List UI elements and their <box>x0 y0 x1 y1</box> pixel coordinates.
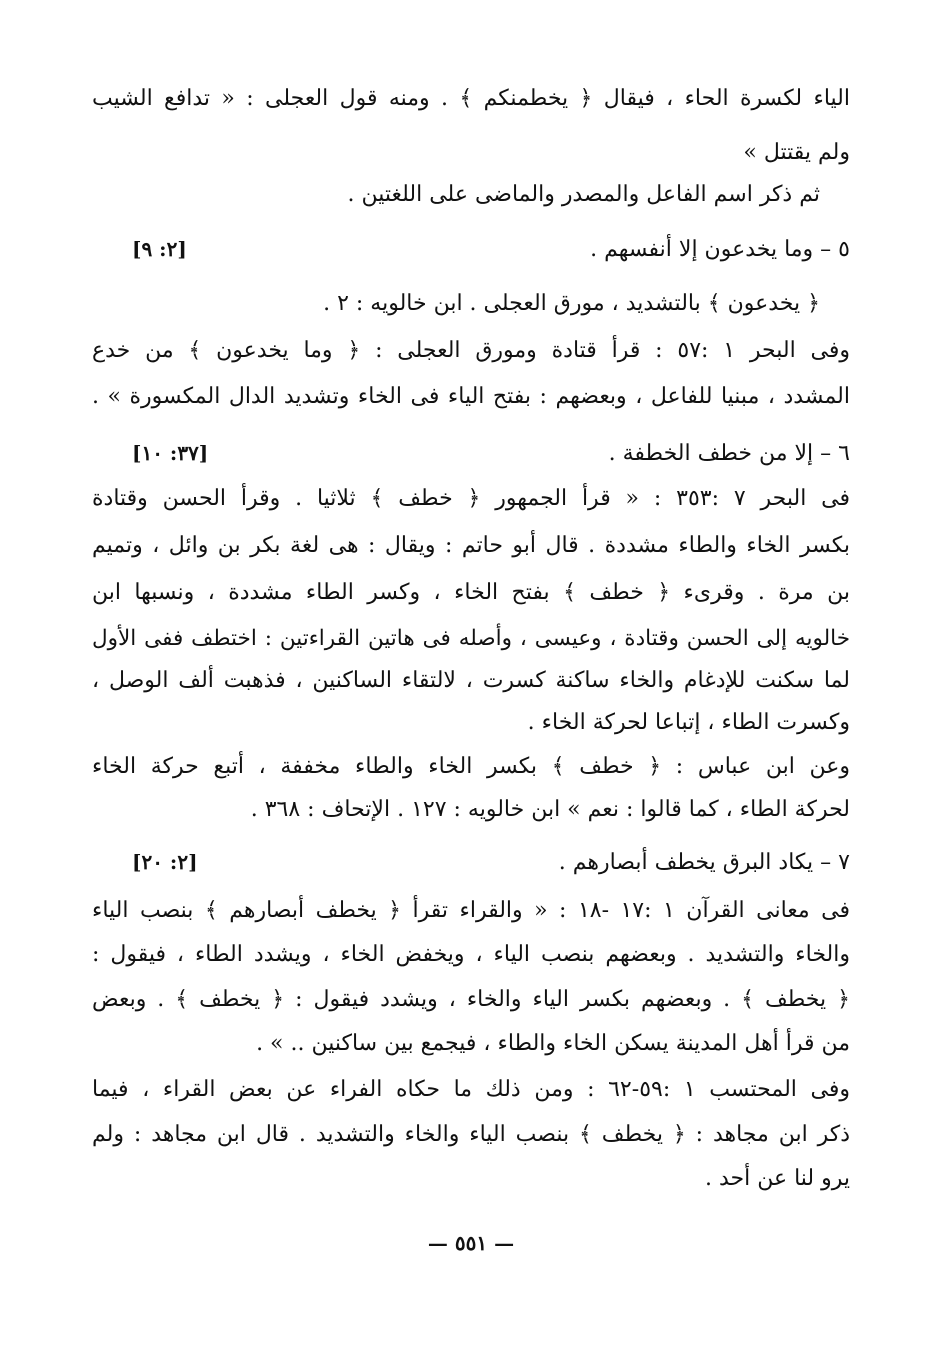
text-line-14: وكسرت الطاء ، إتباعا لحركة الخاء . <box>527 710 850 735</box>
page-number: — ٥٥١ — <box>427 1231 515 1255</box>
text-line-11: بن مرة . وقرىء ﴿ خطف ﴾ بفتح الخاء ، وكسر الطاء مشددة ، ونسبها ابن <box>92 580 850 605</box>
text-line-21: من قرأ أهل المدينة يسكن الخاء والطاء ، فيجمع بين ساكنين .. » . <box>256 1031 850 1056</box>
text-line-7: المشدد ، مبنيا للفاعل ، وبعضهم : بفتح الياء فى الخاء وتشديد الدال المكسورة » . <box>92 384 850 409</box>
text-line-20: ﴿ يخطف ﴾ . وبعضهم بكسر الياء والخاء ، ويشدد فيقول : ﴿ يخطف ﴾ . وبعض <box>92 987 850 1012</box>
text-line-9: فى البحر ٧ :٣٥٣ : « قرأ الجمهور ﴿ خطف ﴾ ثلاثيا . وقرأ الحسن وقتادة <box>92 486 851 511</box>
text-line-22: وفى المحتسب ١ :٥٩-٦٢ : ومن ذلك ما حكاه الفراء عن بعض القراء ، فيما <box>92 1077 850 1102</box>
verse-heading-7: ٧ – يكاد البرق يخطف أبصارهم . <box>558 850 850 875</box>
text-line-10: بكسر الخاء والطاء مشددة . قال أبو حاتم : ويقال : هى لغة بكر بن وائل ، وتميم <box>92 533 850 558</box>
verse-reference-7: [٢: ٢٠] <box>132 850 198 874</box>
text-line-2: ولم يقتتل » <box>743 140 850 165</box>
text-line-6: وفى البحر ١ :٥٧ : قرأ قتادة ومورق العجلى : ﴿ وما يخدعون ﴾ من خدع <box>92 338 850 363</box>
text-line-13: لما سكنت للإدغام والخاء ساكنة كسرت ، لالتقاء الساكنين ، فذهبت ألف الوصل ، <box>92 668 850 693</box>
text-line-3: ثم ذكر اسم الفاعل والمصدر والماضى على اللغتين . <box>347 182 820 207</box>
text-line-18: فى معانى القرآن ١ :١٧ -١٨ : « والقراء تقرأ ﴿ يخطف أبصارهم ﴾ بنصب الياء <box>92 898 851 923</box>
verse-reference-5: [٢: ٩] <box>132 237 187 261</box>
text-line-1: الياء لكسرة الحاء ، فيقال ﴿ يخطمنكم ﴾ . ومنه قول العجلى : « تدافع الشيب <box>92 86 850 111</box>
verse-reference-6: [٣٧: ١٠] <box>132 441 209 465</box>
text-line-12: خالويه إلى الحسن وقتادة ، وعيسى ، وأصله فى هاتين القراءتين : اختطف ففى الأول <box>92 626 850 651</box>
text-line-5: ﴿ يخدعون ﴾ بالتشديد ، مورق العجلى . ابن خالويه : ٢ . <box>323 291 820 316</box>
text-line-15: وعن ابن عباس : ﴿ خطف ﴾ بكسر الخاء والطاء مخففة ، أتبع حركة الخاء <box>92 754 850 779</box>
text-line-19: والخاء والتشديد . وبعضهم بنصب الياء ، ويخفض الخاء ، ويشدد الطاء ، فيقول : <box>92 942 850 967</box>
verse-heading-6: ٦ – إلا من خطف الخطفة . <box>608 441 850 466</box>
text-line-23: ذكر ابن مجاهد : ﴿ يخطف ﴾ بنصب الياء والخاء والتشديد . قال ابن مجاهد : ولم <box>92 1122 850 1147</box>
text-line-24: يرو لنا عن أحد . <box>704 1166 850 1191</box>
verse-heading-5: ٥ – وما يخدعون إلا أنفسهم . <box>590 237 850 262</box>
text-line-16: لحركة الطاء ، كما قالوا : نعم » ابن خالويه : ١٢٧ . الإتحاف : ٣٦٨ . <box>250 797 850 822</box>
